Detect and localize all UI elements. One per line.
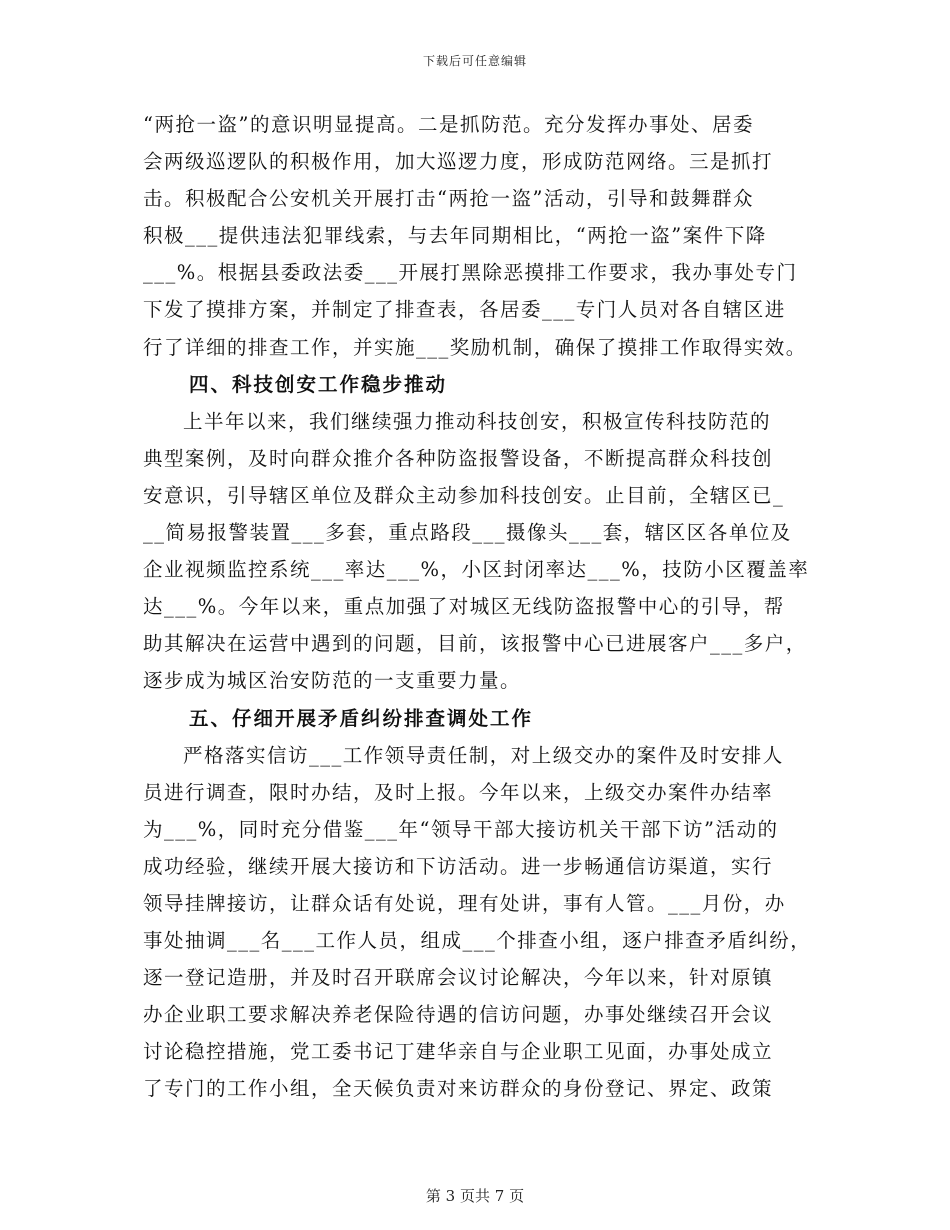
page-header: 下载后可任意编辑 [422, 54, 527, 68]
paragraph-line: 讨论稳控措施，党工委书记丁建华亲自与企业职工见面，办事处成立 [143, 1040, 774, 1064]
paragraph-line: 事处抽调___名___工作人员，组成___个排查小组，逐户排查矛盾纠纷， [143, 929, 812, 953]
paragraph-line: 下发了摸排方案，并制定了排查表，各居委___专门人员对各自辖区进 [143, 298, 786, 322]
paragraph-line: 办企业职工要求解决养老保险待遇的信访问题，办事处继续召开会议 [143, 1003, 774, 1027]
document-body [143, 106, 812, 1108]
paragraph-line: ___%。根据县委政法委___开展打黑除恶摸排工作要求，我办事处专门 [143, 261, 798, 285]
paragraph-line: 企业视频监控系统___率达___%，小区封闭率达___%，技防小区覆盖率 [143, 558, 810, 582]
paragraph-line: “两抢一盗”的意识明显提高。二是抓防范。充分发挥办事处、居委 [143, 113, 754, 136]
paragraph-line: 会两级巡逻队的积极作用，加大巡逻力度，形成防范网络。三是抓打 [143, 150, 774, 174]
paragraph-line: 逐一登记造册，并及时召开联席会议讨论解决，今年以来，针对原镇 [143, 966, 774, 990]
paragraph-line: 行了详细的排查工作，并实施___奖励机制，确保了摸排工作取得实效。 [143, 335, 807, 359]
paragraph-line: 积极___提供违法犯罪线索，与去年同期相比，“两抢一盗”案件下降 [143, 224, 767, 248]
paragraph-line: 助其解决在运营中遇到的问题，目前，该报警中心已进展客户___多户， [143, 632, 807, 656]
paragraph-line: 员进行调查，限时办结，及时上报。今年以来，上级交办案件办结率 [143, 780, 774, 804]
page-footer: 第 3 页共 7 页 [425, 1187, 525, 1205]
paragraph-line: 逐步成为城区治安防范的一支重要力量。 [143, 669, 522, 693]
paragraph-line: __简易报警装置___多套，重点路段___摄像头___套，辖区区各单位及 [143, 521, 792, 545]
paragraph-line: 击。积极配合公安机关开展打击“两抢一盗”活动，引导和鼓舞群众 [143, 187, 754, 211]
paragraph-line: 领导挂牌接访，让群众话有处说，理有处讲，事有人管。___月份，办 [143, 891, 786, 915]
paragraph-line: 了专门的工作小组，全天候负责对来访群众的身份登记、界定、政策 [143, 1077, 774, 1101]
section-heading: 五、仔细开展矛盾纠纷排查调处工作 [189, 706, 534, 730]
paragraph-line: 成功经验，继续开展大接访和下访活动。进一步畅通信访渠道，实行 [143, 854, 774, 878]
section-heading: 四、科技创安工作稳步推动 [189, 372, 448, 396]
paragraph-line: 严格落实信访___工作领导责任制，对上级交办的案件及时安排人 [183, 743, 784, 767]
paragraph-line: 上半年以来，我们继续强力推动科技创安，积极宣传科技防范的 [183, 409, 772, 433]
paragraph-line: 达___%。今年以来，重点加强了对城区无线防盗报警中心的引导，帮 [143, 595, 785, 619]
paragraph-line: 为___%，同时充分借鉴___年“领导干部大接访机关干部下访”活动的 [143, 817, 779, 841]
paragraph-line: 典型案例，及时向群众推介各种防盗报警设备，不断提高群众科技创 [143, 446, 774, 470]
paragraph-line: 安意识，引导辖区单位及群众主动参加科技创安。止目前，全辖区已_ [143, 483, 785, 507]
